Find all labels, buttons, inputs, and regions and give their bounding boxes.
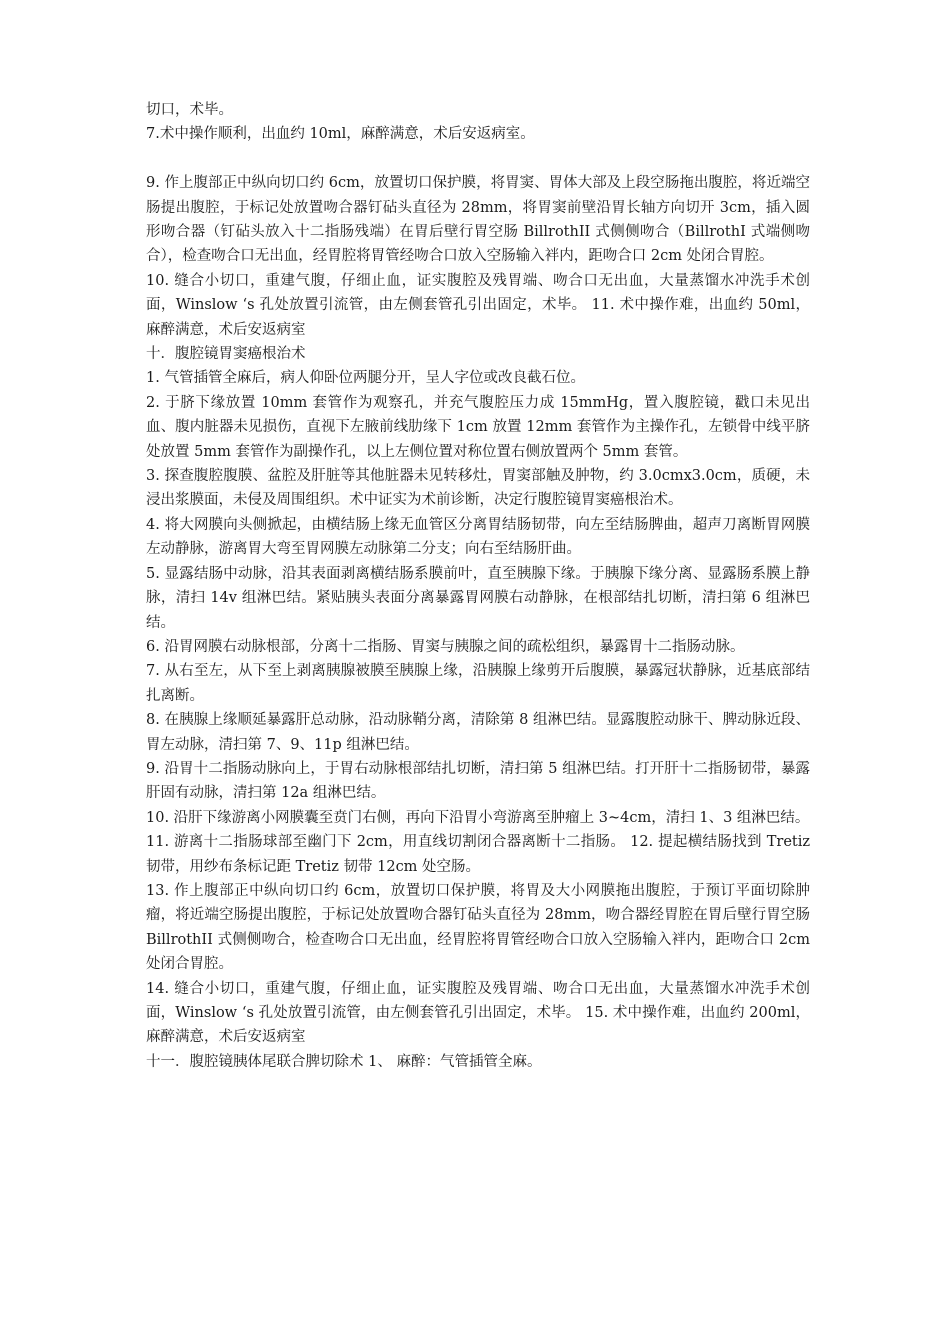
paragraph-s10-step-3: 3. 探查腹腔腹膜、盆腔及肝脏等其他脏器未见转移灶，胃窦部触及肿物，约 3.0cmx3.0cm，质硬，未浸出浆膜面，未侵及周围组织。术中证实为术前诊断，决定行腹腔镜胃窦癌根治术。 — [146, 468, 810, 509]
blank-line — [146, 147, 810, 171]
paragraph-step-10: 10. 缝合小切口，重建气腹，仔细止血，证实腹腔及残胃端、吻合口无出血，大量蒸馏水冲洗手术创面，Winslow ‘s 孔处放置引流管，由左侧套管孔引出固定，术毕。 11. 术中操作难，出血约 50ml，麻醉满意，术后安返病室 — [146, 272, 810, 338]
paragraph-s10-step-13: 13. 作上腹部正中纵向切口约 6cm，放置切口保护膜，将胃及大小网膜拖出腹腔，于预订平面切除肿瘤，将近端空肠提出腹腔，于标记处放置吻合器钉砧头直径为 28mm，吻合器经胃腔在胃后壁行胃空肠 BillrothII 式侧侧吻合，检查吻合口无出血，经胃腔将胃管经吻合口放入空肠输入袢内，距吻合口 2cm 处闭合胃腔。 — [146, 882, 810, 973]
paragraph-s10-step-14-15: 14. 缝合小切口，重建气腹，仔细止血，证实腹腔及残胃端、吻合口无出血，大量蒸馏水冲洗手术创面，Winslow ‘s 孔处放置引流管，由左侧套管孔引出固定，术毕。 15. 术中操作难，出血约 200ml，麻醉满意，术后安返病室 — [146, 980, 810, 1046]
paragraph-step-7: 7.术中操作顺利，出血约 10ml，麻醉满意，术后安返病室。 — [146, 126, 535, 143]
paragraph-s10-step-5: 5. 显露结肠中动脉，沿其表面剥离横结肠系膜前叶，直至胰腺下缘。于胰腺下缘分离、显露肠系膜上静脉，清扫 14v 组淋巴结。紧贴胰头表面分离暴露胃网膜右动静脉，在根部结扎切断，清扫第 6 组淋巴结。 — [146, 565, 810, 631]
paragraph-s10-step-8: 8. 在胰腺上缘顺延暴露肝总动脉，沿动脉鞘分离，清除第 8 组淋巴结。显露腹腔动脉干、脾动脉近段、胃左动脉，清扫第 7、9、11p 组淋巴结。 — [146, 712, 810, 753]
paragraph-s10-step-7: 7. 从右至左，从下至上剥离胰腺被膜至胰腺上缘，沿胰腺上缘剪开后腹膜，暴露冠状静脉，近基底部结扎离断。 — [146, 663, 810, 704]
paragraph-s10-step-11-12: 11. 游离十二指肠球部至幽门下 2cm，用直线切割闭合器离断十二指肠。 12. 提起横结肠找到 Tretiz 韧带，用纱布条标记距 Tretiz 韧带 12cm 处空肠。 — [146, 834, 810, 875]
paragraph-continuation: 切口，术毕。 — [146, 102, 233, 118]
paragraph-s10-step-4: 4. 将大网膜向头侧掀起，由横结肠上缘无血管区分离胃结肠韧带，向左至结肠脾曲，超声刀离断胃网膜左动静脉，游离胃大弯至胃网膜左动脉第二分支；向右至结肠肝曲。 — [146, 516, 810, 558]
section-heading-10: 十．腹腔镜胃窦癌根治术 — [146, 346, 306, 363]
paragraph-s10-step-6: 6. 沿胃网膜右动脉根部，分离十二指肠、胃窦与胰腺之间的疏松组织，暴露胃十二指肠动脉。 — [146, 638, 745, 655]
section-heading-11: 十一．腹腔镜胰体尾联合脾切除术 1、 麻醉：气管插管全麻。 — [146, 1053, 542, 1070]
paragraph-s10-step-1: 1. 气管插管全麻后，病人仰卧位两腿分开，呈人字位或改良截石位。 — [146, 370, 585, 387]
document-body — [146, 98, 810, 1074]
paragraph-s10-step-10: 10. 沿肝下缘游离小网膜囊至贲门右侧，再向下沿胃小弯游离至肿瘤上 3~4cm，清扫 1、3 组淋巴结。 — [146, 809, 810, 826]
paragraph-step-9: 9. 作上腹部正中纵向切口约 6cm，放置切口保护膜，将胃窦、胃体大部及上段空肠拖出腹腔，将近端空肠提出腹腔，于标记处放置吻合器钉砧头直径为 28mm，将胃窦前壁沿胃长轴方向切开 3cm，插入圆形吻合器（钉砧头放入十二指肠残端）在胃后壁行胃空肠 BillrothII 式侧侧吻合（BillrothI 式端侧吻合），检查吻合口无出血，经胃腔将胃管经吻合口放入空肠输入袢内，距吻合口 2cm 处闭合胃腔。 — [146, 175, 810, 265]
paragraph-s10-step-2: 2. 于脐下缘放置 10mm 套管作为观察孔，并充气腹腔压力成 15mmHg，置入腹腔镜，戳口未见出血、腹内脏器未见损伤，直视下左腋前线肋缘下 1cm 放置 12mm 套管作为主操作孔，左锁骨中线平脐处放置 5mm 套管作为副操作孔，以上左侧位置对称位置右侧放置两个 5mm 套管。 — [146, 394, 810, 460]
paragraph-s10-step-9: 9. 沿胃十二指肠动脉向上，于胃右动脉根部结扎切断，清扫第 5 组淋巴结。打开肝十二指肠韧带，暴露肝固有动脉，清扫第 12a 组淋巴结。 — [146, 760, 810, 802]
